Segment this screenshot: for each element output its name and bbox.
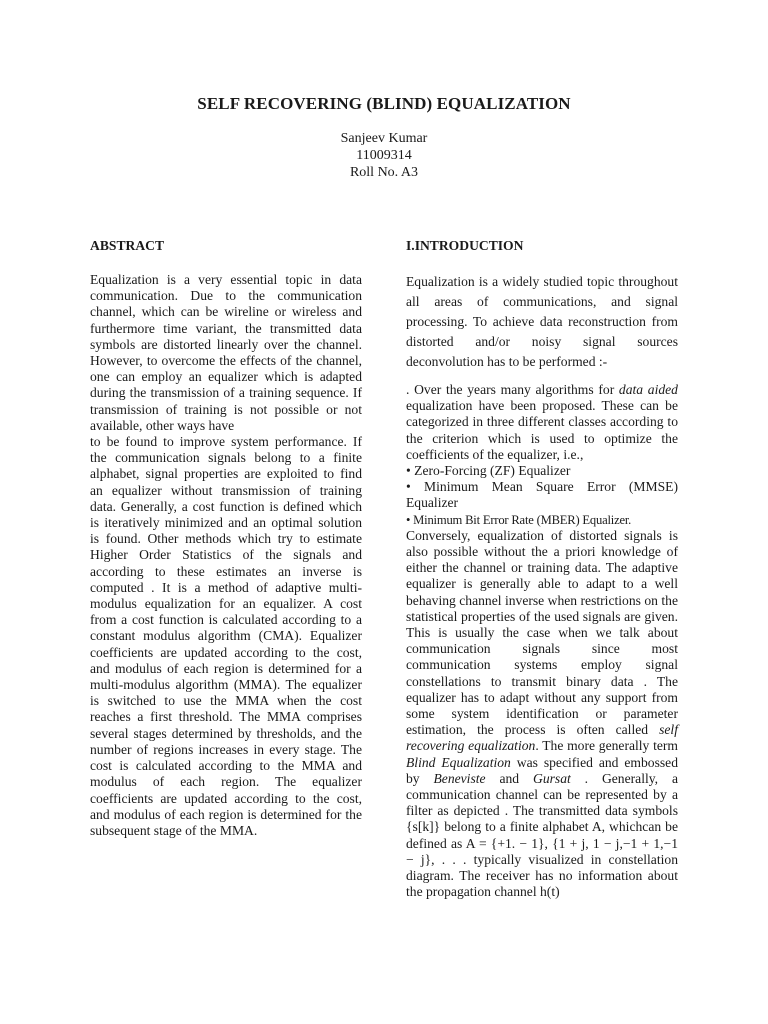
introduction-paragraph-1: Equalization is a widely studied topic throughout all areas of communications, and signal processing. To achieve data reconstruction from distorted and/or noisy signal sources deconvolution has to be performed :-	[406, 274, 678, 369]
text-span: equalization have been proposed. These can be categorized in three different classes according to the criterion which is used to optimize the coefficients of the equalizer, i.e.,	[406, 398, 678, 462]
bullet-mber: • Minimum Bit Error Rate (MBER) Equalizer.	[406, 512, 632, 527]
author-name: Sanjeev Kumar	[340, 131, 428, 146]
introduction-column	[406, 238, 678, 901]
text-span: was specified and embossed by	[406, 754, 678, 786]
author-block	[0, 130, 768, 181]
author-roll: Roll No. A3	[349, 165, 419, 180]
bullet-mmse: • Minimum Mean Square Error (MMSE) Equalizer	[406, 479, 678, 511]
text-span: and	[485, 770, 533, 786]
bullet-zf: • Zero-Forcing (ZF) Equalizer	[406, 463, 571, 479]
text-span: . Over the years many algorithms for	[406, 382, 619, 397]
italic-term-blind-equalization: Blind Equalization	[406, 754, 511, 770]
abstract-text-2: to be found to improve system performance. If the communication signals belong to a finite alphabet, signal properties are exploited to find an equalizer without transmission of training data. Generally, a cost function is defined which is iteratively minimized and an optimal solution is found. Other methods which try to estimate Higher Order Statistics of the signals and according to these estimates an inverse is computed . It is a method of adaptive multi-modulus equalization for an equalizer. A cost from a cost function is calculated according to a constant modulus algorithm (CMA). Equalizer coefficients are updated according to the cost, and modulus of each region is determined for a multi-modulus algorithm (MMA). The equalizer is switched to use the MMA when the cost reaches a first threshold. The MMA comprises several stages determined by thresholds, and the number of regions increases in every stage. The cost is calculated according to the MMA and modulus of each region. The equalizer coefficients are updated according to the cost, and modulus of each region is determined for the subsequent stage of the MMA.	[90, 434, 362, 838]
paper-title: SELF RECOVERING (BLIND) EQUALIZATION	[197, 94, 571, 113]
introduction-heading: I.INTRODUCTION	[406, 238, 524, 253]
italic-name-beneviste: Beneviste	[433, 770, 486, 786]
text-span: . Generally, a communication channel can be represented by a filter as depicted . The transmitted data symbols {s[k]} belong to a finite alphabet A, whichcan be defined as A = {+1. − 1}, {1 + j, 1 − j,−1 + 1,−1 − j}, . . . typically visualized in constellation diagram. The receiver has no information about the propagation channel h(t)	[406, 770, 678, 900]
introduction-paragraph-2	[406, 382, 678, 463]
author-id: 11009314	[356, 148, 412, 163]
abstract-text-1: Equalization is a very essential topic in data communication. Due to the communication channel, which can be wireline or wireless and furthermore time variant, the transmitted data symbols are distorted linearly over the channel. However, to overcome the effects of the channel, one can employ an equalizer which is adapted during the transmission of a training sequence. If transmission of training is not possible or not available, other ways have	[90, 272, 362, 433]
abstract-heading: ABSTRACT	[90, 238, 165, 253]
italic-term-data-aided: data aided	[618, 382, 678, 397]
abstract-column	[90, 238, 362, 839]
introduction-paragraph-3	[406, 528, 678, 901]
italic-name-gursat: Gursat	[533, 770, 571, 786]
text-span: Conversely, equalization of distorted signals is also possible without the a priori knowledge of either the channel or training data. The adaptive equalizer is generally able to adapt to a well behaving channel inverse when restrictions on the statistical properties of the used signals are given. This is usually the case when we talk about communication signals since most communication systems employ signal constellations to transmit binary data . The equalizer has to adapt without any support from some system identification or parameter estimation, the process is often called	[406, 527, 678, 738]
text-span: . The more generally term	[535, 738, 679, 754]
italic-term-self-recovering: self recovering equalization	[406, 722, 678, 754]
